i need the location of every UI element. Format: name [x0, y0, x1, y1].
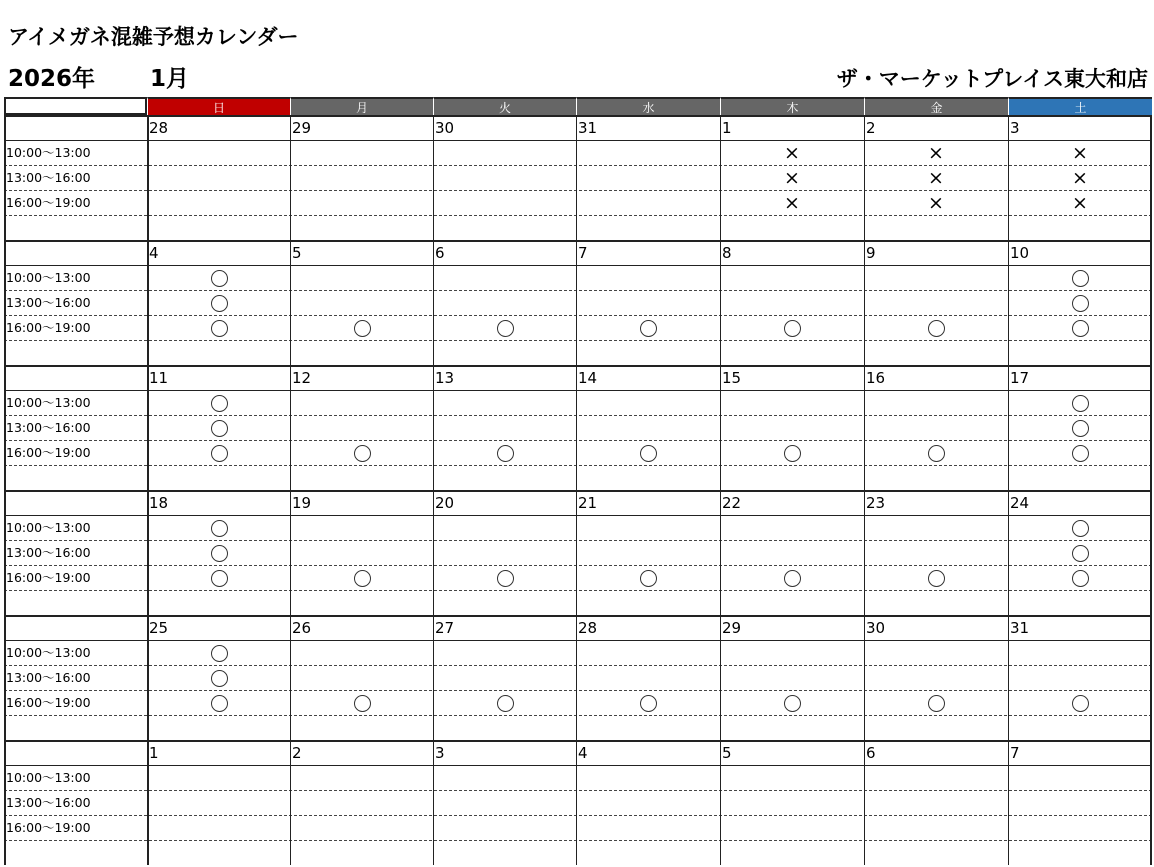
availability-open-mark: [928, 695, 945, 712]
time-slot-label: 10:00～13:00: [6, 145, 91, 160]
availability-open-mark: [640, 320, 657, 337]
availability-open-mark: [1072, 270, 1089, 287]
slot-divider: [4, 690, 1152, 691]
availability-open-mark: [1072, 420, 1089, 437]
availability-open-mark: [640, 695, 657, 712]
weekday-header-0: 日: [147, 97, 290, 115]
day-number: 3: [1010, 119, 1020, 137]
column-divider: [576, 115, 577, 865]
day-number: 11: [149, 369, 169, 387]
day-number: 15: [722, 369, 742, 387]
column-divider: [720, 115, 721, 865]
page-title: アイメガネ混雑予想カレンダー: [8, 25, 299, 49]
day-number: 9: [866, 244, 876, 262]
year-label: 2026年: [8, 66, 96, 92]
day-number: 25: [149, 619, 169, 637]
availability-open-mark: [640, 445, 657, 462]
slot-divider: [4, 465, 1152, 466]
availability-open-mark: [211, 395, 228, 412]
availability-open-mark: [211, 695, 228, 712]
availability-open-mark: [1072, 395, 1089, 412]
availability-open-mark: [354, 445, 371, 462]
day-number: 26: [292, 619, 312, 637]
availability-open-mark: [1072, 520, 1089, 537]
weekday-header-3: 水: [576, 97, 720, 115]
day-number: 12: [292, 369, 312, 387]
availability-open-mark: [354, 695, 371, 712]
header-corner-cell: [4, 97, 147, 115]
time-slot-label: 10:00～13:00: [6, 770, 91, 785]
date-row-divider: [4, 765, 1152, 766]
availability-open-mark: [354, 570, 371, 587]
day-number: 2: [866, 119, 876, 137]
weekday-header-6: 土: [1008, 97, 1152, 115]
time-slot-label: 10:00～13:00: [6, 395, 91, 410]
availability-closed-mark: ×: [1072, 166, 1088, 189]
column-divider: [290, 115, 291, 865]
availability-closed-mark: ×: [1072, 141, 1088, 164]
day-number: 1: [722, 119, 732, 137]
month-label: 1月: [150, 66, 190, 92]
date-row-divider: [4, 640, 1152, 641]
slot-divider: [4, 315, 1152, 316]
day-number: 5: [292, 244, 302, 262]
availability-open-mark: [211, 295, 228, 312]
availability-open-mark: [1072, 320, 1089, 337]
column-divider: [864, 115, 865, 865]
day-number: 7: [1010, 744, 1020, 762]
slot-divider: [4, 340, 1152, 341]
day-number: 29: [292, 119, 312, 137]
day-number: 4: [578, 744, 588, 762]
availability-open-mark: [497, 445, 514, 462]
slot-divider: [4, 440, 1152, 441]
availability-open-mark: [1072, 695, 1089, 712]
date-row-divider: [4, 265, 1152, 266]
day-number: 1: [149, 744, 159, 762]
date-row-divider: [4, 390, 1152, 391]
availability-open-mark: [497, 320, 514, 337]
day-number: 6: [435, 244, 445, 262]
weekday-header-5: 金: [864, 97, 1008, 115]
column-divider: [1150, 115, 1152, 865]
grid-left-border: [4, 115, 6, 865]
slot-divider: [4, 715, 1152, 716]
column-divider: [433, 115, 434, 865]
time-slot-label: 16:00～19:00: [6, 320, 91, 335]
weekday-header-4: 木: [720, 97, 864, 115]
day-number: 29: [722, 619, 742, 637]
slot-divider: [4, 190, 1152, 191]
column-divider: [1008, 115, 1009, 865]
time-slot-label: 13:00～16:00: [6, 795, 91, 810]
availability-closed-mark: ×: [928, 141, 944, 164]
availability-open-mark: [211, 420, 228, 437]
availability-open-mark: [1072, 445, 1089, 462]
day-number: 8: [722, 244, 732, 262]
day-number: 30: [866, 619, 886, 637]
time-slot-label: 16:00～19:00: [6, 820, 91, 835]
day-number: 19: [292, 494, 312, 512]
availability-open-mark: [1072, 570, 1089, 587]
slot-divider: [4, 565, 1152, 566]
availability-closed-mark: ×: [784, 166, 800, 189]
slot-divider: [4, 815, 1152, 816]
slot-divider: [4, 590, 1152, 591]
day-number: 5: [722, 744, 732, 762]
availability-closed-mark: ×: [928, 191, 944, 214]
time-slot-label: 16:00～19:00: [6, 195, 91, 210]
store-name: ザ・マーケットプレイス東大和店: [836, 67, 1148, 91]
availability-open-mark: [1072, 545, 1089, 562]
day-number: 13: [435, 369, 455, 387]
day-number: 21: [578, 494, 598, 512]
availability-open-mark: [211, 570, 228, 587]
time-slot-label: 13:00～16:00: [6, 670, 91, 685]
slot-divider: [4, 290, 1152, 291]
time-slot-label: 16:00～19:00: [6, 695, 91, 710]
time-slot-label: 13:00～16:00: [6, 420, 91, 435]
weekday-header-2: 火: [433, 97, 576, 115]
day-number: 28: [578, 619, 598, 637]
slot-divider: [4, 540, 1152, 541]
slot-divider: [4, 165, 1152, 166]
time-slot-label: 10:00～13:00: [6, 645, 91, 660]
availability-closed-mark: ×: [1072, 191, 1088, 214]
day-number: 27: [435, 619, 455, 637]
day-number: 23: [866, 494, 886, 512]
day-number: 28: [149, 119, 169, 137]
availability-open-mark: [640, 570, 657, 587]
day-number: 2: [292, 744, 302, 762]
availability-open-mark: [211, 520, 228, 537]
availability-closed-mark: ×: [928, 166, 944, 189]
day-number: 31: [578, 119, 598, 137]
date-row-divider: [4, 140, 1152, 141]
availability-open-mark: [211, 320, 228, 337]
availability-open-mark: [784, 695, 801, 712]
slot-divider: [4, 415, 1152, 416]
slot-divider: [4, 840, 1152, 841]
availability-open-mark: [784, 570, 801, 587]
time-slot-label: 16:00～19:00: [6, 570, 91, 585]
day-number: 22: [722, 494, 742, 512]
day-number: 18: [149, 494, 169, 512]
availability-open-mark: [497, 570, 514, 587]
day-number: 31: [1010, 619, 1030, 637]
day-number: 6: [866, 744, 876, 762]
time-slot-label: 10:00～13:00: [6, 520, 91, 535]
day-number: 3: [435, 744, 445, 762]
time-slot-label: 16:00～19:00: [6, 445, 91, 460]
calendar-grid: [4, 97, 1152, 867]
availability-open-mark: [784, 445, 801, 462]
availability-open-mark: [211, 670, 228, 687]
day-number: 17: [1010, 369, 1030, 387]
weekday-header-1: 月: [290, 97, 433, 115]
slot-divider: [4, 215, 1152, 216]
availability-open-mark: [211, 445, 228, 462]
availability-closed-mark: ×: [784, 191, 800, 214]
time-slot-label: 13:00～16:00: [6, 295, 91, 310]
availability-open-mark: [928, 320, 945, 337]
slot-divider: [4, 790, 1152, 791]
day-number: 14: [578, 369, 598, 387]
day-number: 7: [578, 244, 588, 262]
slot-divider: [4, 665, 1152, 666]
availability-open-mark: [211, 270, 228, 287]
day-number: 4: [149, 244, 159, 262]
availability-open-mark: [211, 545, 228, 562]
day-number: 30: [435, 119, 455, 137]
availability-open-mark: [497, 695, 514, 712]
day-number: 24: [1010, 494, 1030, 512]
availability-open-mark: [928, 570, 945, 587]
availability-open-mark: [1072, 295, 1089, 312]
availability-open-mark: [211, 645, 228, 662]
availability-open-mark: [354, 320, 371, 337]
day-number: 10: [1010, 244, 1030, 262]
date-row-divider: [4, 515, 1152, 516]
time-slot-label: 10:00～13:00: [6, 270, 91, 285]
availability-open-mark: [784, 320, 801, 337]
availability-open-mark: [928, 445, 945, 462]
column-divider: [147, 115, 149, 865]
day-number: 16: [866, 369, 886, 387]
day-number: 20: [435, 494, 455, 512]
availability-closed-mark: ×: [784, 141, 800, 164]
time-slot-label: 13:00～16:00: [6, 170, 91, 185]
time-slot-label: 13:00～16:00: [6, 545, 91, 560]
